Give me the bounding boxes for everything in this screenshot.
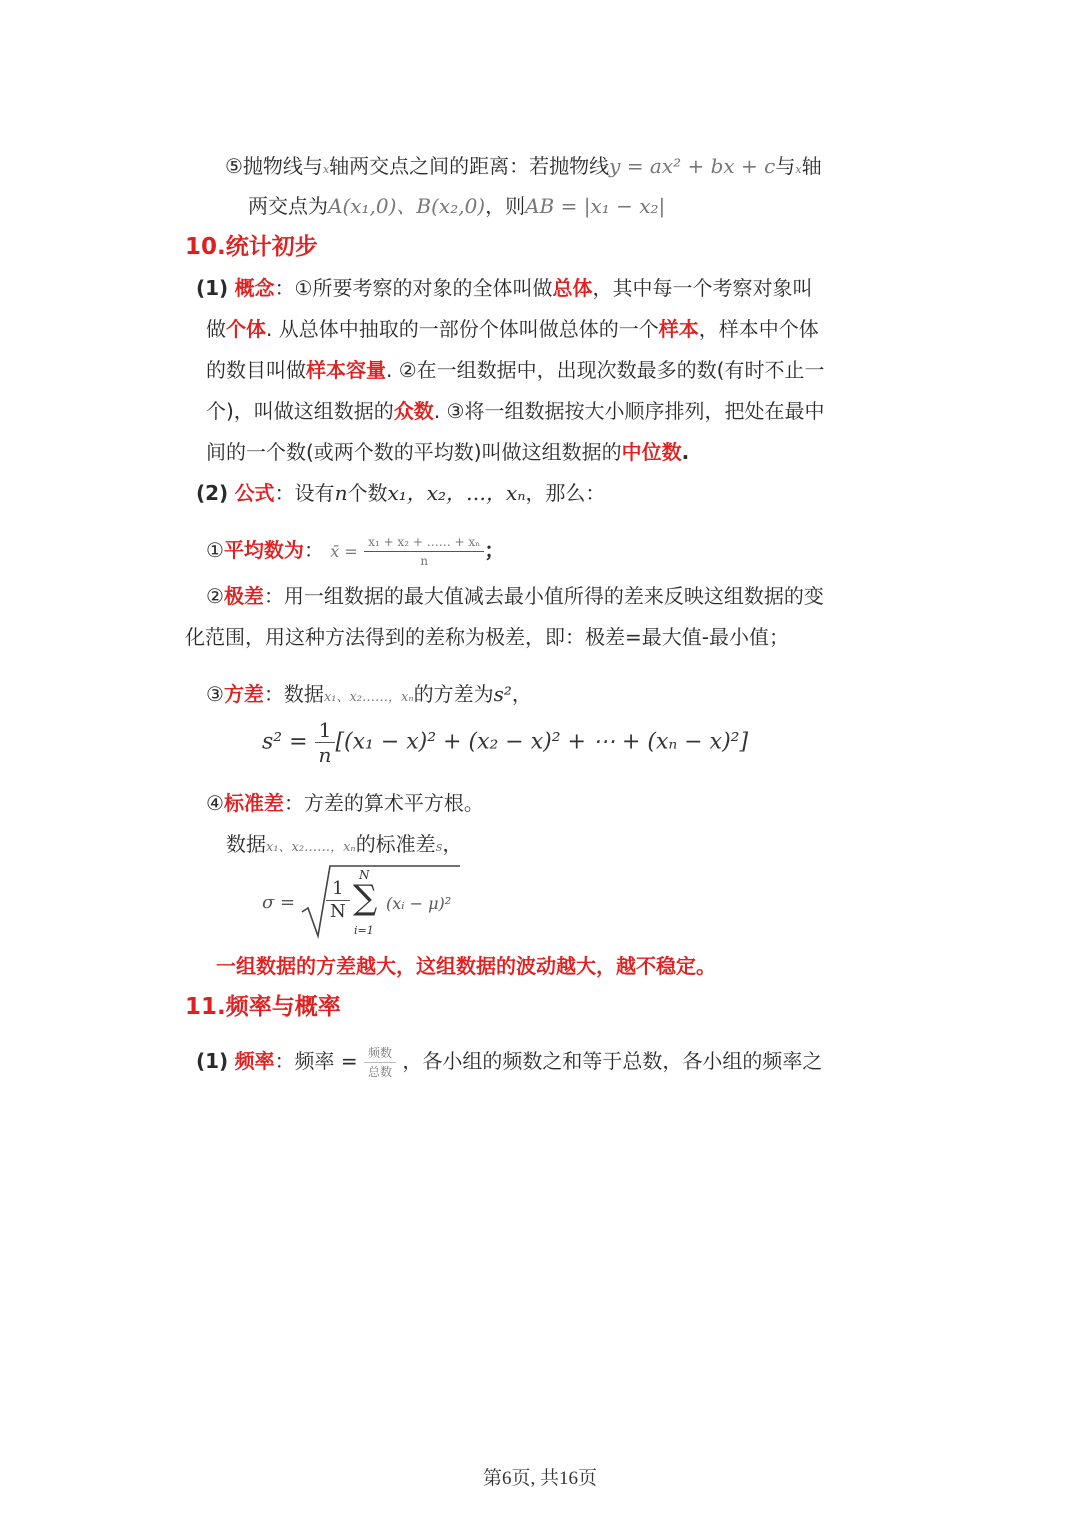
mean-fraction [364, 533, 484, 570]
text: ⑤抛物线与 [225, 154, 323, 178]
concept-label: 概念 [234, 276, 275, 300]
text: ； [484, 538, 505, 562]
text: ， [511, 682, 532, 706]
text: 个数 [347, 481, 388, 505]
concept-line-1 [196, 274, 813, 302]
math-var: x [322, 163, 330, 176]
text: 与 [775, 154, 796, 178]
text: ， [442, 832, 463, 856]
fraction-denominator: N [330, 901, 346, 922]
math-var: n [334, 481, 348, 505]
math-vars: x₁、x₂……，xₙ [266, 840, 356, 855]
concept-line-4 [206, 397, 824, 425]
text: 数据 [226, 832, 266, 856]
variance-lhs: s² = [262, 729, 308, 755]
text: ：频率 = [274, 1049, 358, 1073]
text: . 从总体中抽取的一部份个体叫做总体的一个 [266, 317, 659, 341]
stddev-formula [262, 864, 472, 942]
keyword: 中位数 [621, 440, 682, 464]
text: ：用一组数据的最大值减去最小值所得的差来反映这组数据的变 [263, 584, 824, 608]
text: 的数目叫做 [206, 358, 306, 382]
text: . [681, 440, 690, 464]
mean-numerator: x₁ + x₂ + …… + xₙ [364, 533, 484, 552]
text: 轴 [801, 154, 822, 178]
mean-lhs: x̄ = [330, 542, 358, 561]
stddev-label: 标准差 [223, 791, 284, 815]
item-number: (2) [196, 481, 229, 505]
text: 轴两交点之间的距离：若抛物线 [329, 154, 610, 178]
formula-intro [196, 479, 605, 507]
sum-term: (xᵢ − μ)² [386, 894, 452, 913]
item-number: (1) [196, 1049, 229, 1073]
text: ，那么： [525, 481, 606, 505]
variance-line [206, 680, 532, 712]
frequency-denominator: 总数 [368, 1065, 393, 1079]
concept-line-3 [206, 356, 824, 384]
circled-number: ④ [206, 791, 224, 815]
math-vars: x₁，x₂，…，xₙ [387, 481, 526, 505]
text: ，各小组的频数之和等于总数，各小组的频率之 [402, 1049, 823, 1073]
text: ： [303, 538, 324, 562]
keyword: 众数 [393, 399, 434, 423]
mean-line [206, 530, 504, 572]
text: 间的一个数(或两个数的平均数)叫做这组数据的 [206, 440, 622, 464]
variance-rhs: [(x₁ − x)² + (x₂ − x)² + ⋯ + (xₙ − x)²] [335, 729, 749, 755]
sum-lower-limit: i=1 [354, 924, 374, 937]
text: ：设有 [274, 481, 335, 505]
fraction-numerator: 1 [315, 718, 336, 743]
stddev-lhs: σ = [262, 892, 296, 913]
text: 两交点为 [248, 194, 328, 218]
section-10-title: 10.统计初步 [185, 234, 318, 260]
concept-line-5 [206, 438, 689, 466]
fraction-numerator: 1 [326, 878, 350, 901]
circled-number: ③ [206, 682, 224, 706]
distance-formula: AB = |x₁ − x₂| [525, 194, 666, 218]
concept-line-2 [206, 315, 819, 343]
mean-label: 平均数为 [223, 538, 304, 562]
text: 做 [206, 317, 226, 341]
section-11-title: 11.频率与概率 [185, 994, 341, 1020]
text: 的标准差 [355, 832, 436, 856]
frequency-fraction [364, 1044, 396, 1081]
mean-denominator: n [420, 554, 429, 568]
frequency-line [196, 1041, 822, 1081]
range-label: 极差 [223, 584, 264, 608]
keyword: 总体 [552, 276, 593, 300]
math-var: x [795, 163, 802, 176]
range-line-1 [206, 582, 824, 610]
item5-line2 [248, 192, 665, 220]
circled-number: ② [206, 584, 224, 608]
variance-symbol: s² [493, 682, 512, 706]
parabola-formula: y = ax² + bx + c [609, 154, 776, 178]
text: ，样本中个体 [698, 317, 819, 341]
keyword: 个体 [226, 317, 266, 341]
text: ，其中每一个考察对象叫 [592, 276, 813, 300]
item-number: (1) [196, 276, 229, 300]
formula-label: 公式 [234, 481, 275, 505]
variance-conclusion: 一组数据的方差越大，这组数据的波动越大，越不稳定。 [216, 954, 716, 978]
text: . ②在一组数据中，出现次数最多的数(有时不止一 [386, 358, 825, 382]
variance-label: 方差 [223, 682, 264, 706]
text: 的方差为 [413, 682, 494, 706]
frequency-numerator: 频数 [364, 1044, 396, 1063]
text: 个)，叫做这组数据的 [206, 399, 394, 423]
text: ：①所要考察的对象的全体叫做 [274, 276, 553, 300]
keyword: 样本 [658, 317, 699, 341]
page-footer: 第6页, 共16页 [482, 1468, 597, 1489]
stddev-fraction [326, 878, 350, 923]
fraction-denominator: n [318, 743, 332, 767]
range-line-2: 化范围，用这种方法得到的差称为极差，即：极差=最大值-最小值； [185, 625, 789, 649]
sum-upper-limit: N [359, 868, 370, 882]
text: ：方差的算术平方根。 [283, 791, 484, 815]
text: ，则 [485, 194, 526, 218]
math-var: s [435, 840, 443, 855]
stddev-line-2 [226, 830, 462, 862]
frequency-label: 频率 [234, 1049, 275, 1073]
points-formula: A(x₁,0)、B(x₂,0) [328, 194, 486, 218]
variance-fraction [315, 718, 336, 767]
item5-line1 [225, 152, 822, 184]
sigma-sum-icon: ∑ [353, 878, 378, 918]
variance-formula [262, 718, 748, 767]
math-vars: x₁、x₂……，xₙ [323, 690, 414, 705]
text: ：数据 [263, 682, 324, 706]
text: . ③将一组数据按大小顺序排列，把处在最中 [433, 399, 825, 423]
circled-number: ① [206, 538, 224, 562]
stddev-line [206, 789, 484, 817]
keyword: 样本容量 [306, 358, 386, 382]
